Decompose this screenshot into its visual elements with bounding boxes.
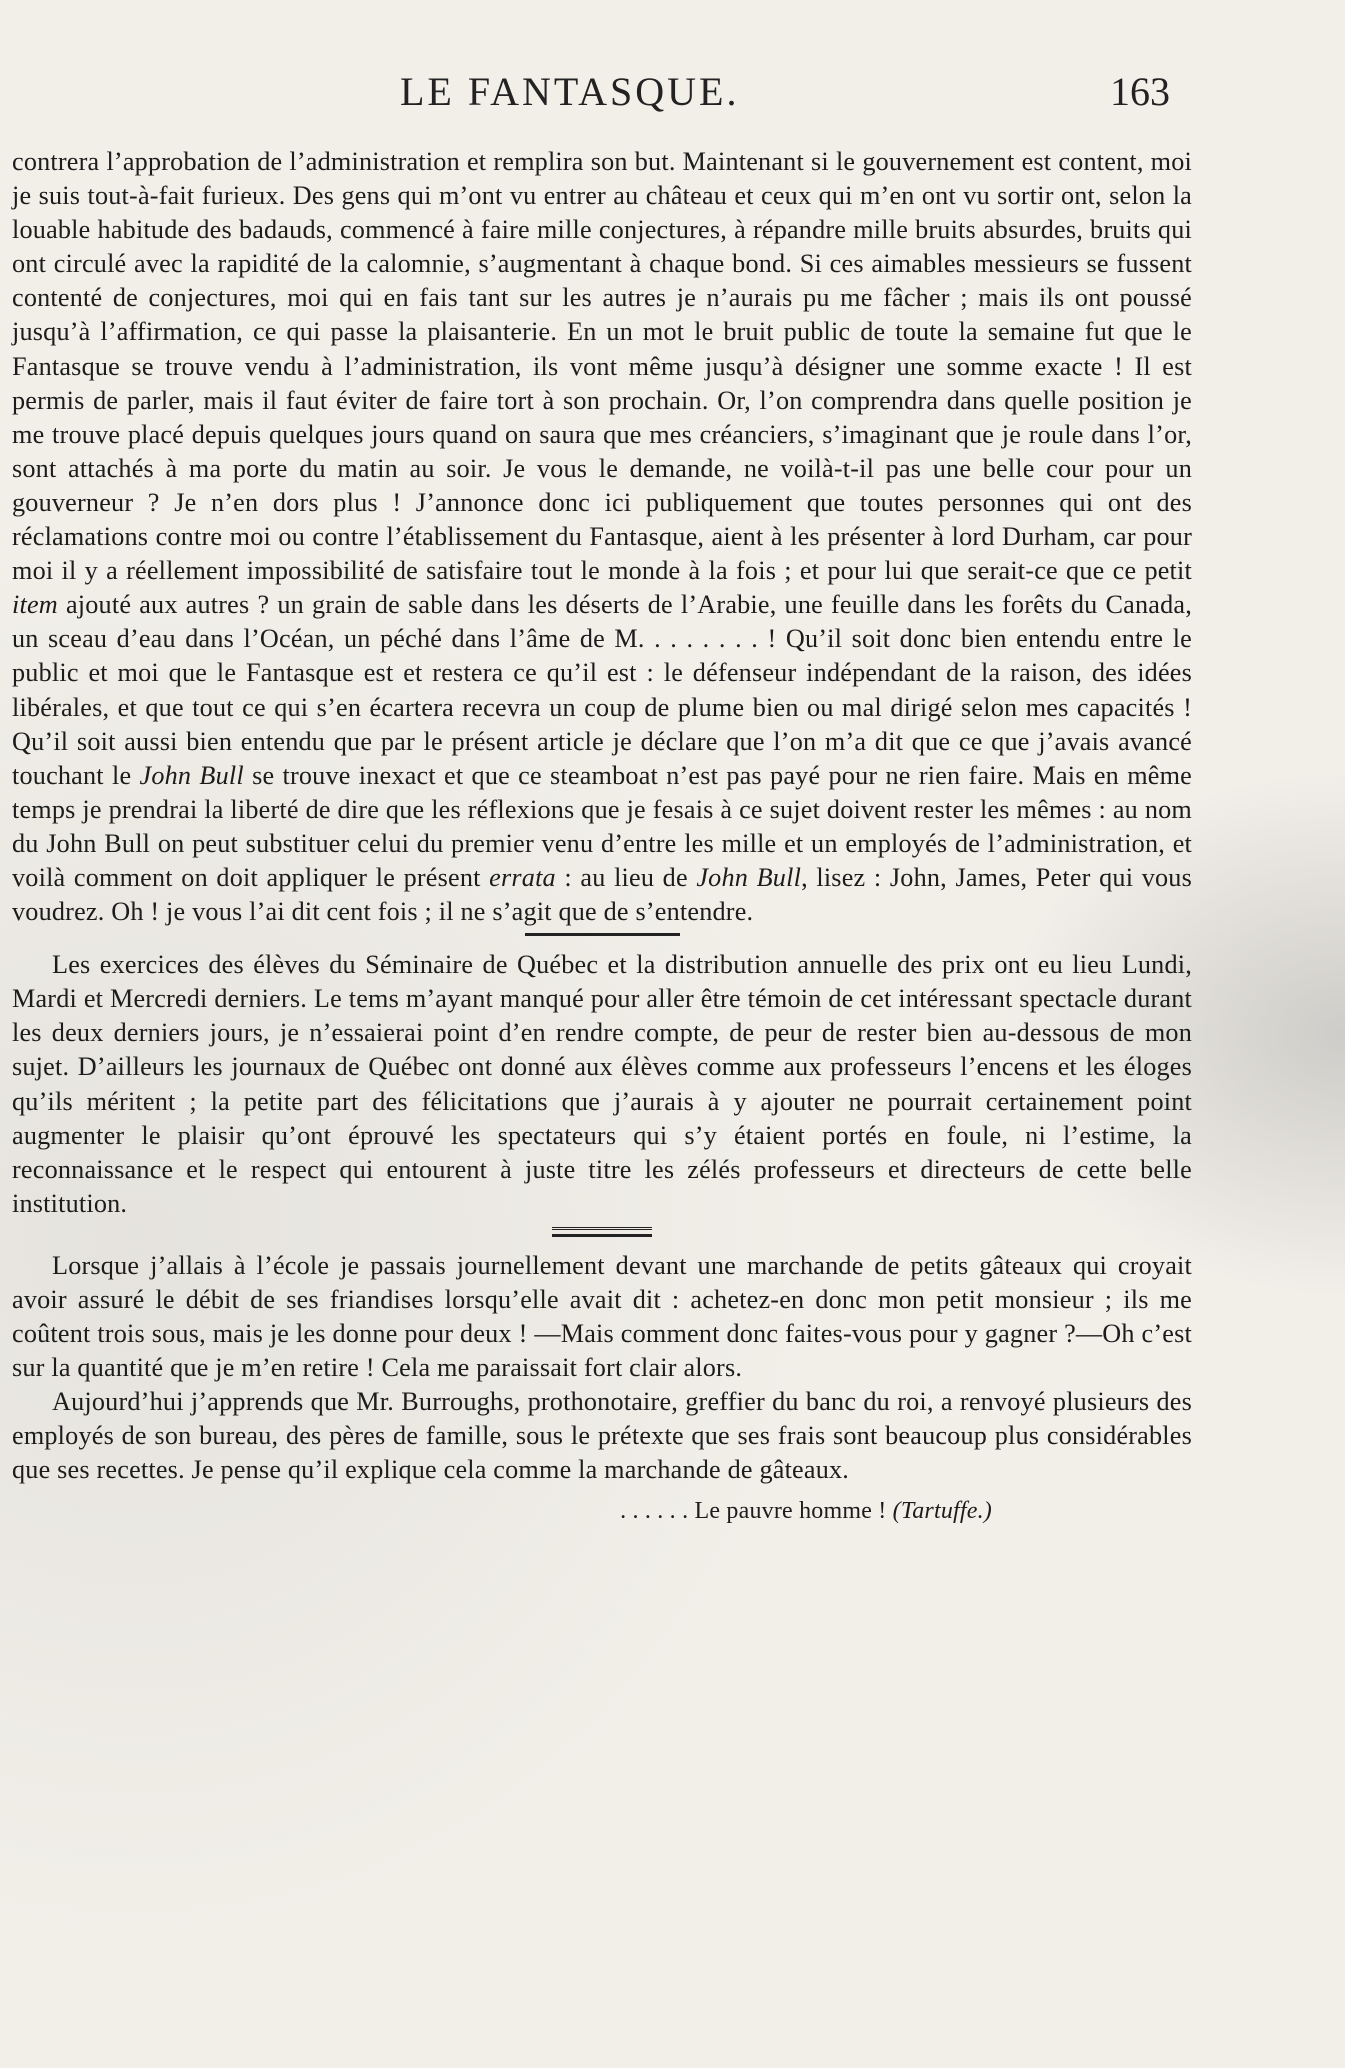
italic-word: item bbox=[12, 590, 58, 620]
italic-word: John Bull bbox=[696, 862, 802, 892]
paragraph-durham: contrera l’approbation de l’administration et remplira son but. Maintenant si le gouvernement est content, moi je suis tout-à-fait furieux. Des gens qui m’ont vu entrer au château et ceux qui m’en ont vu sortir ont, selon la louable habitude des badauds, commencé à faire mille conjectures, à répandre mille bruits absurdes, bruits qui ont circulé avec la rapidité de la calomnie, s’augmentant à chaque bond. Si ces aimables messieurs se fussent contenté de conjectures, moi qui en fais tant sur les autres je n’aurais pu me fâcher ; mais ils ont poussé jusqu’à l’affirmation, ce qui passe la plaisanterie. En un mot le bruit public de toute la semaine fut que le Fantasque se trouve vendu à l’administration, ils vont même jusqu’à désigner une somme exacte ! Il est permis de parler, mais il faut éviter de faire tort à son prochain. Or, l’on comprendra dans quelle position je me trouve placé depuis quelques jours quand on saura que mes créanciers, s’imaginant que je roule dans l’or, sont attachés à ma porte du matin au soir. Je vous le demande, ne voilà-t-il pas une belle cour pour un gouverneur ? Je n’en dors plus ! J’annonce donc ici publiquement que toutes personnes qui ont des réclamations contre moi ou contre l’établissement du Fantasque, aient à les présenter à lord Durham, car pour moi il y a réellement impossibilité de satisfaire tout le monde à la fois ; et pour lui que serait-ce que ce petit item ajouté aux autres ? un grain de sable dans les déserts de l’Arabie, une feuille dans les forêts du Canada, un sceau d’eau dans l’Océan, un péché dans l’âme de M. . . . . . . . ! Qu’il soit donc bien entendu entre le public et moi que le Fantasque est et restera ce qu’il est : le défenseur indépendant de la raison, des idées libérales, et que tout ce qui s’en écartera recevra un coup de plume bien ou mal dirigé selon mes capacités ! Qu’il soit aussi bien entendu que par le présent article je déclare que l’on m’a dit que ce que j’avais avancé touchant le John Bull se trouve inexact et que ce steamboat n’est pas payé pour ne rien faire. Mais en même temps je prendrai la liberté de dire que les réflexions que je fesais à ce sujet doivent rester les mêmes : au nom du John Bull on peut substituer celui du premier venu d’entre les mille et un employés de l’administration, et voilà comment on doit appliquer le présent errata : au lieu de John Bull, lisez : John, James, Peter qui vous voudrez. Oh ! je vous l’ai dit cent fois ; il ne s’agit que de s’entendre. bbox=[12, 147, 1192, 927]
section-divider-double bbox=[552, 1227, 652, 1237]
article-body bbox=[12, 145, 1192, 1552]
closing-quote: . . . . . . Le pauvre homme ! (Tartuffe.) bbox=[620, 1497, 992, 1524]
section-divider bbox=[525, 933, 680, 936]
page-header bbox=[0, 68, 1200, 128]
paragraph-marchande: Lorsque j’allais à l’école je passais journellement devant une marchande de petits gâteaux qui croyait avoir assuré le débit de ses friandises lorsqu’elle avait dit : achetez-en donc mon petit monsieur ; ils me coûtent trois sous, mais je les donne pour deux ! —Mais comment donc faites-vous pour y gagner ?—Oh c’est sur la quantité que je m’en retire ! Cela me paraissait fort clair alors. bbox=[12, 1250, 1192, 1383]
italic-word: John Bull bbox=[139, 760, 244, 790]
italic-word: errata bbox=[489, 862, 556, 892]
quote-source: (Tartuffe.) bbox=[892, 1497, 992, 1524]
page-number: 163 bbox=[1110, 69, 1170, 114]
running-title: LE FANTASQUE. bbox=[400, 69, 740, 114]
paragraph-seminaire: Les exercices des élèves du Séminaire de Québec et la distribution annuelle des prix ont eu lieu Lundi, Mardi et Mercredi derniers. Le tems m’ayant manqué pour aller être témoin de cet intéressant spectacle durant les deux derniers jours, je n’essaierai point d’en rendre compte, de peur de rester bien au-dessous de mon sujet. D’ailleurs les journaux de Québec ont donné aux élèves comme aux professeurs l’encens et les éloges qu’ils méritent ; la petite part des félicitations que j’aurais à y ajouter ne pourrait certainement point augmenter le plaisir qu’ont éprouvé les spectateurs qui s’y étaient portés en foule, ni l’estime, la reconnaissance et le respect qui entourent à juste titre les zélés professeurs et directeurs de cette belle institution. bbox=[12, 950, 1192, 1218]
paragraph-burroughs: Aujourd’hui j’apprends que Mr. Burroughs, prothonotaire, greffier du banc du roi, a renvoyé plusieurs des employés de son bureau, des pères de famille, sous le prétexte que ses frais sont beaucoup plus considérables que ses recettes. Je pense qu’il explique cela comme la marchande de gâteaux. bbox=[12, 1387, 1192, 1485]
